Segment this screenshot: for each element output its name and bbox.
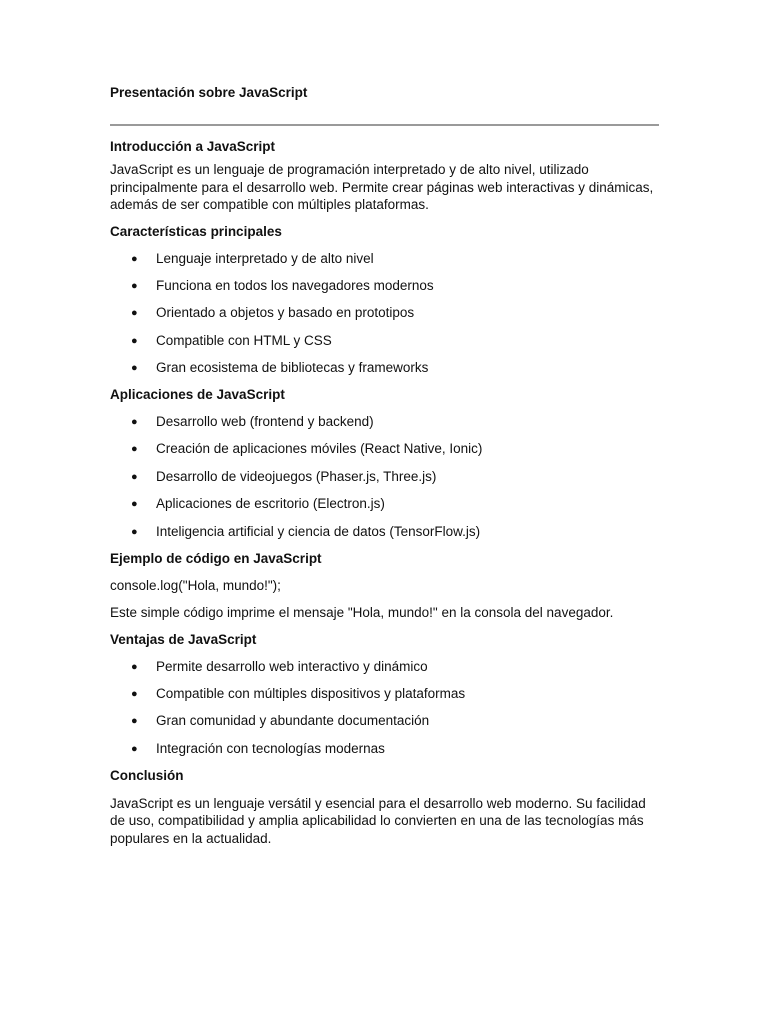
list-item [110,332,659,350]
list-item-text: Compatible con múltiples dispositivos y plataformas [156,686,466,702]
section-heading-advantages: Ventajas de JavaScript [110,631,257,647]
list-item [110,440,659,458]
list-item [110,658,659,676]
code-description: Este simple código imprime el mensaje "Hola, mundo!" en la consola del navegador. [110,605,614,621]
bullet-icon: ● [131,688,138,701]
bullet-icon: ● [131,307,138,320]
conclusion-paragraph: JavaScript es un lenguaje versátil y esencial para el desarrollo web moderno. Su facilidad de uso, compatibilidad y amplia aplicabilidad lo convierten en una de las tecnologías más populares en la actualidad. [110,795,646,846]
document-title: Presentación sobre JavaScript [110,85,308,100]
list-item-text: Compatible con HTML y CSS [156,332,332,348]
bullet-icon: ● [131,660,138,673]
bullet-icon: ● [131,362,138,375]
list-item-text: Gran ecosistema de bibliotecas y frameworks [156,360,429,376]
bullet-icon: ● [131,525,138,538]
advantages-list [110,658,659,758]
section-heading-code-example: Ejemplo de código en JavaScript [110,550,322,566]
list-item-text: Lenguaje interpretado y de alto nivel [156,250,374,266]
section-heading-features: Características principales [110,223,282,239]
section-heading-applications: Aplicaciones de JavaScript [110,387,285,403]
list-item-text: Aplicaciones de escritorio (Electron.js) [156,496,385,512]
section-heading-intro: Introducción a JavaScript [110,139,276,154]
horizontal-rule [110,124,659,126]
bullet-icon: ● [131,334,138,347]
list-item [110,712,659,730]
bullet-icon: ● [131,252,138,265]
list-item [110,304,659,322]
bullet-icon: ● [131,416,138,429]
list-item-text: Desarrollo web (frontend y backend) [156,414,374,430]
list-item-text: Gran comunidad y abundante documentación [156,713,430,729]
bullet-icon: ● [131,443,138,456]
list-item [110,523,659,541]
list-item-text: Desarrollo de videojuegos (Phaser.js, Three.js) [156,468,437,484]
list-item-text: Integración con tecnologías modernas [156,740,385,756]
bullet-icon: ● [131,470,138,483]
list-item-text: Orientado a objetos y basado en prototipos [156,305,415,321]
applications-list [110,413,659,541]
list-item [110,250,659,268]
list-item [110,495,659,513]
list-item [110,468,659,486]
code-snippet: console.log("Hola, mundo!"); [110,577,281,593]
bullet-icon: ● [131,279,138,292]
list-item-text: Inteligencia artificial y ciencia de datos (TensorFlow.js) [156,523,481,539]
list-item-text: Creación de aplicaciones móviles (React Native, Ionic) [156,441,483,457]
document-page [110,84,659,847]
list-item [110,359,659,377]
bullet-icon: ● [131,742,138,755]
intro-paragraph: JavaScript es un lenguaje de programación interpretado y de alto nivel, utilizado principalmente para el desarrollo web. Permite crear páginas web interactivas y dinámicas, además de ser compatible con múltiples plataformas. [110,162,654,212]
bullet-icon: ● [131,715,138,728]
section-heading-conclusion: Conclusión [110,767,184,783]
list-item-text: Funciona en todos los navegadores modernos [156,277,434,293]
list-item [110,685,659,703]
list-item [110,277,659,295]
list-item [110,740,659,758]
bullet-icon: ● [131,498,138,511]
list-item [110,413,659,431]
list-item-text: Permite desarrollo web interactivo y dinámico [156,658,428,674]
features-list [110,250,659,378]
